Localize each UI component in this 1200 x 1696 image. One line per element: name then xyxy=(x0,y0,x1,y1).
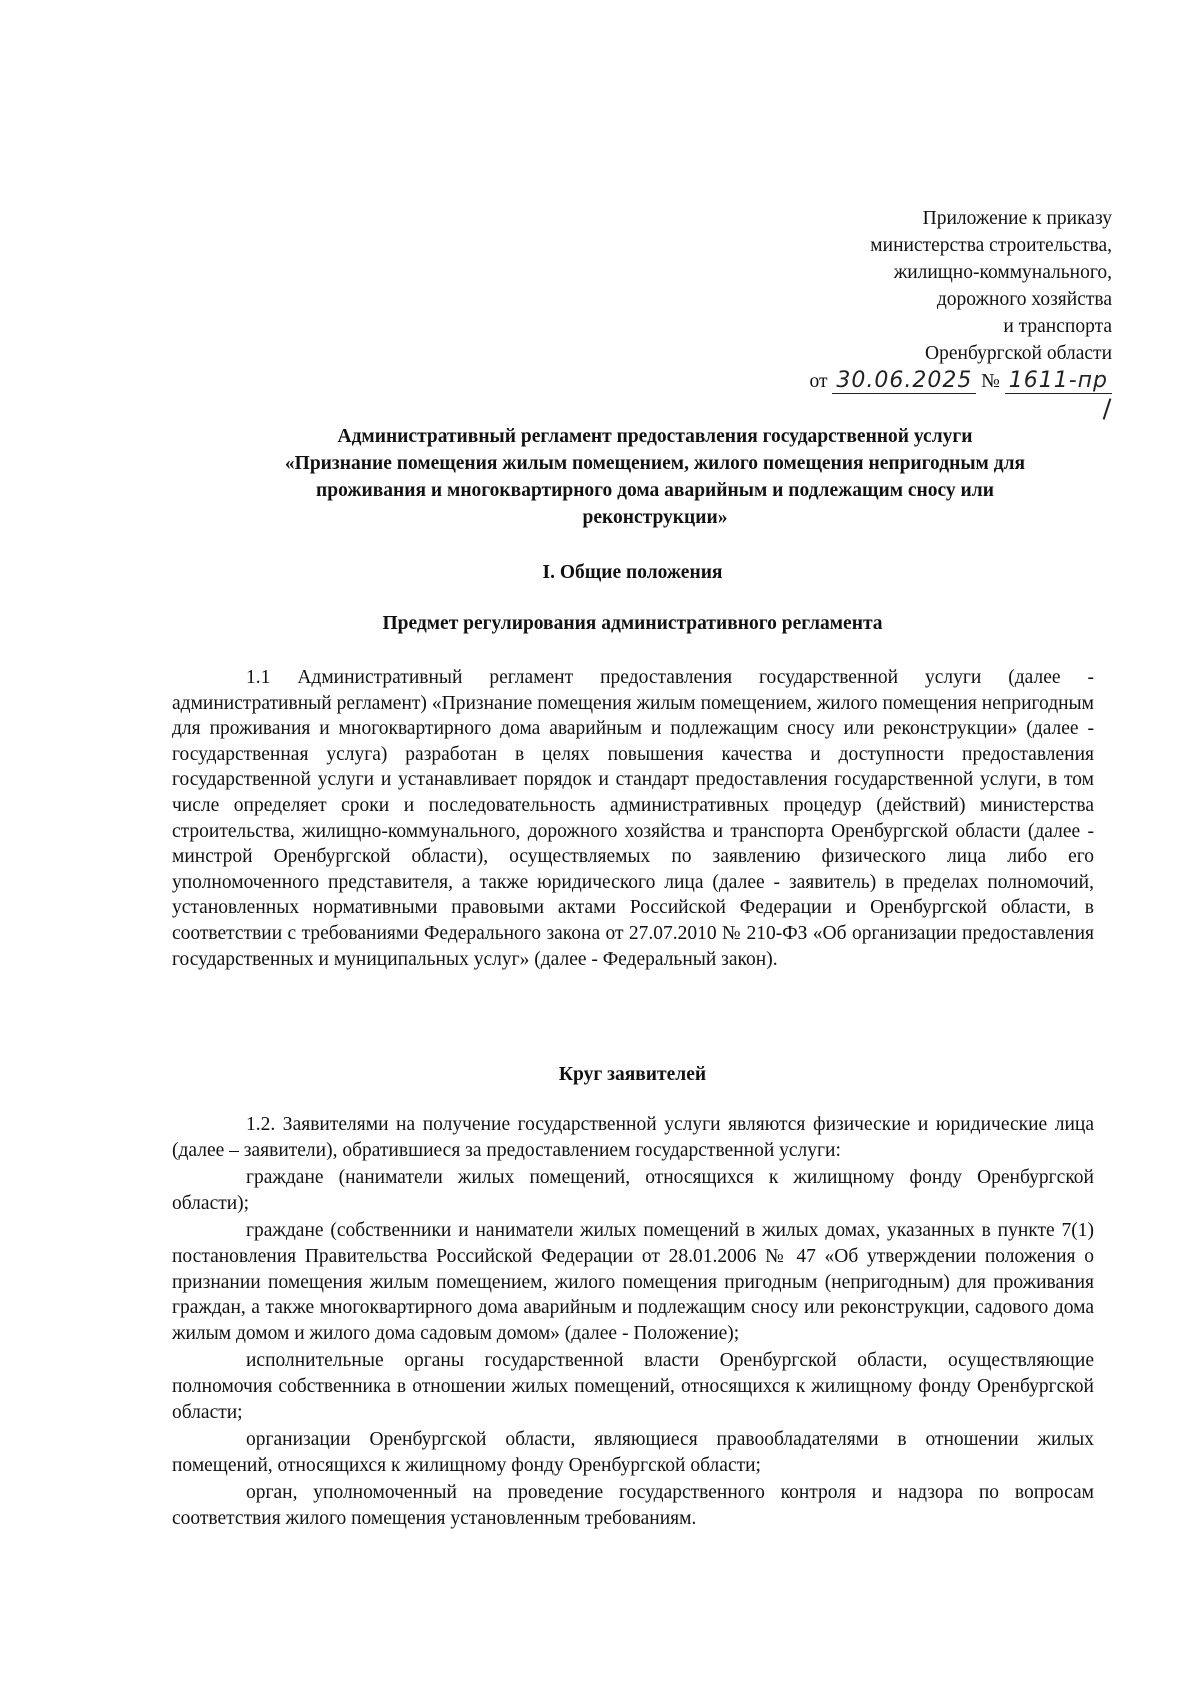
order-date-line xyxy=(810,367,1113,395)
handwritten-order-number: 1611-пр xyxy=(1005,368,1112,394)
appendix-line: Оренбургской области xyxy=(925,343,1112,364)
appendix-line: Приложение к приказу xyxy=(922,208,1112,229)
paragraph-text: 1.1 Административный регламент предоставления государственной услуги (далее - административный регламент) «Признание помещения жилым помещением, жилого помещения непригодным для проживания и многоквартирного дома аварийным и подлежащим сносу или реконструкции» (далее - государственная услуга) разработан в целях повышения качества и доступности предоставления государственной услуги и устанавливает порядок и стандарт предоставления государственной услуги, в том числе определяет сроки и последовательность административных процедур (действий) министерства строительства, жилищно-коммунального, дорожного хозяйства и транспорта Оренбургской области (далее - минстрой Оренбургской области), осуществляемых по заявлению физического лица либо его уполномоченного представителя, а также юридического лица (далее - заявитель) в пределах полномочий, установленных нормативными правовыми актами Российской Федерации и Оренбургской области, в соответствии с требованиями Федерального закона от 27.07.2010 № 210-ФЗ «Об организации предоставления государственных и муниципальных услуг» (далее - Федеральный закон). xyxy=(172,667,1094,970)
paragraph-1-2 xyxy=(172,1112,1094,1534)
handwritten-mark xyxy=(1103,398,1112,420)
appendix-line: дорожного хозяйства xyxy=(936,289,1112,310)
title-line: проживания и многоквартирного дома аварийным и подлежащим сносу или xyxy=(316,480,994,501)
title-line: «Признание помещения жилым помещением, жилого помещения непригодным для xyxy=(284,453,1026,474)
applicant-item: орган, уполномоченный на проведение государственного контроля и надзора по вопросам соответствия жилого помещения установленным требованиям. xyxy=(172,1482,1094,1529)
date-prefix: от xyxy=(809,371,828,392)
applicant-item: исполнительные органы государственной власти Оренбургской области, осуществляющие полномочия собственника в отношении жилых помещений, относящихся к жилищному фонду Оренбургской области; xyxy=(172,1350,1094,1423)
document-title xyxy=(215,423,1095,531)
appendix-line: жилищно-коммунального, xyxy=(893,262,1112,283)
subject-heading: Предмет регулирования административного регламента xyxy=(382,613,883,634)
applicant-item: граждане (наниматели жилых помещений, относящихся к жилищному фонду Оренбургской области); xyxy=(172,1167,1094,1214)
section-heading: I. Общие положения xyxy=(542,562,723,583)
appendix-line: министерства строительства, xyxy=(870,235,1112,256)
appendix-block xyxy=(810,205,1113,395)
applicant-item: организации Оренбургской области, являющиеся правообладателями в отношении жилых помещений, относящихся к жилищному фонду Оренбургской области; xyxy=(172,1429,1094,1476)
title-line: Административный регламент предоставления государственной услуги xyxy=(337,426,973,447)
applicants-heading: Круг заявителей xyxy=(558,1064,707,1085)
handwritten-date: 30.06.2025 xyxy=(832,368,976,394)
paragraph-text: 1.2. Заявителями на получение государственной услуги являются физические и юридические лица (далее – заявители), обратившиеся за предоставлением государственной услуги: xyxy=(172,1114,1094,1161)
title-line: реконструкции» xyxy=(582,507,728,528)
paragraph-1-1 xyxy=(172,665,1094,974)
number-sign: № xyxy=(981,371,1000,392)
appendix-line: и транспорта xyxy=(1003,316,1112,337)
applicant-item: граждане (собственники и наниматели жилых помещений в жилых домах, указанных в пункте 7(1) постановления Правительства Российской Федерации от 28.01.2006 № 47 «Об утверждении положения о признании помещения жилым помещением, жилого помещения пригодным (непригодным) для проживания граждан, а также многоквартирного дома аварийным и подлежащим сносу или реконструкции, садового дома жилым домом и жилого дома садовым домом» (далее - Положение); xyxy=(172,1220,1094,1344)
